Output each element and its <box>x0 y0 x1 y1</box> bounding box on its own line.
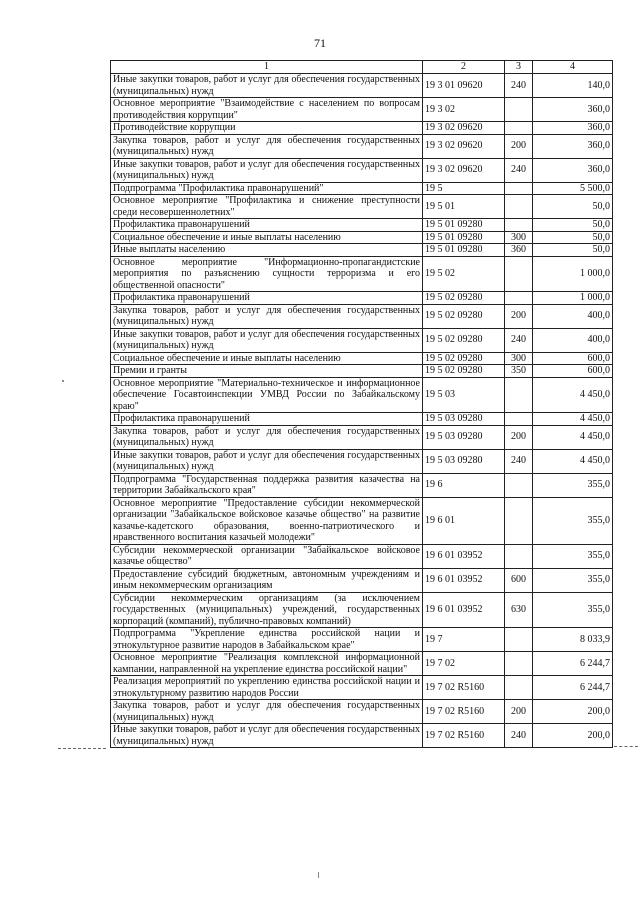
row-code: 19 5 02 09280 <box>423 328 505 352</box>
row-name: Закупка товаров, работ и услуг для обеспечения государственных (муниципальных) нужд <box>111 134 423 158</box>
scan-artifact-right <box>614 746 638 747</box>
row-name: Предоставление субсидий бюджетным, автономным учреждениям и иным некоммерческим организациям <box>111 568 423 592</box>
table-row <box>111 219 613 232</box>
row-name: Основное мероприятие "Взаимодействие с населением по вопросам противодействия коррупции" <box>111 98 423 122</box>
table-row <box>111 413 613 426</box>
row-code: 19 3 01 09620 <box>423 74 505 98</box>
row-name: Профилактика правонарушений <box>111 219 423 232</box>
row-sum: 4 450,0 <box>533 449 613 473</box>
table-row <box>111 304 613 328</box>
row-type <box>505 676 533 700</box>
row-name: Иные закупки товаров, работ и услуг для обеспечения государственных (муниципальных) нужд <box>111 158 423 182</box>
row-name: Основное мероприятие "Информационно-пропагандистские мероприятия по разъяснению сущности терроризма и его общественной опасности" <box>111 256 423 292</box>
row-name: Иные закупки товаров, работ и услуг для обеспечения государственных (муниципальных) нужд <box>111 74 423 98</box>
row-code: 19 6 01 03952 <box>423 592 505 628</box>
table-row <box>111 676 613 700</box>
row-type: 200 <box>505 134 533 158</box>
row-sum: 600,0 <box>533 352 613 365</box>
row-name: Субсидии некоммерческой организации "Забайкальское войсковое казачье общество" <box>111 544 423 568</box>
table-row <box>111 628 613 652</box>
row-code: 19 5 01 <box>423 195 505 219</box>
table-row <box>111 425 613 449</box>
row-code: 19 5 03 09280 <box>423 449 505 473</box>
table-row <box>111 74 613 98</box>
row-code: 19 5 01 09280 <box>423 231 505 244</box>
table-row <box>111 352 613 365</box>
row-code: 19 3 02 <box>423 98 505 122</box>
row-type: 240 <box>505 724 533 748</box>
scan-speck <box>318 872 319 878</box>
table-row <box>111 652 613 676</box>
row-type <box>505 182 533 195</box>
row-code: 19 5 02 <box>423 256 505 292</box>
row-sum: 1 000,0 <box>533 292 613 305</box>
row-type: 300 <box>505 352 533 365</box>
table-row <box>111 497 613 544</box>
row-code: 19 5 02 09280 <box>423 352 505 365</box>
row-type <box>505 544 533 568</box>
row-name: Реализация мероприятий по укреплению единства российской нации и этнокультурному развитию народов России <box>111 676 423 700</box>
row-name: Подпрограмма "Государственная поддержка развития казачества на территории Забайкальского края" <box>111 473 423 497</box>
row-name: Противодействие коррупции <box>111 122 423 135</box>
row-code: 19 7 02 <box>423 652 505 676</box>
row-name: Основное мероприятие "Профилактика и снижение преступности среди несовершеннолетних" <box>111 195 423 219</box>
header-col-4: 4 <box>533 61 613 74</box>
row-name: Подпрограмма "Укрепление единства российской нации и этнокультурное развитие народов в Забайкальском крае" <box>111 628 423 652</box>
header-col-1: 1 <box>111 61 423 74</box>
row-name: Профилактика правонарушений <box>111 413 423 426</box>
row-name: Закупка товаров, работ и услуг для обеспечения государственных (муниципальных) нужд <box>111 425 423 449</box>
row-sum: 400,0 <box>533 328 613 352</box>
row-sum: 360,0 <box>533 134 613 158</box>
table-row <box>111 328 613 352</box>
row-code: 19 5 01 09280 <box>423 219 505 232</box>
row-sum: 360,0 <box>533 98 613 122</box>
row-name: Иные закупки товаров, работ и услуг для обеспечения государственных (муниципальных) нужд <box>111 328 423 352</box>
table-row <box>111 700 613 724</box>
page-number: 71 <box>314 36 326 50</box>
table-row <box>111 134 613 158</box>
row-sum: 140,0 <box>533 74 613 98</box>
table-row <box>111 182 613 195</box>
row-sum: 355,0 <box>533 592 613 628</box>
row-name: Основное мероприятие "Реализация комплексной информационной кампании, направленной на укрепление единства российской нации" <box>111 652 423 676</box>
row-sum: 400,0 <box>533 304 613 328</box>
row-name: Закупка товаров, работ и услуг для обеспечения государственных (муниципальных) нужд <box>111 304 423 328</box>
row-name: Премии и гранты <box>111 365 423 378</box>
row-code: 19 6 01 03952 <box>423 568 505 592</box>
row-sum: 600,0 <box>533 365 613 378</box>
table-row <box>111 365 613 378</box>
row-type: 240 <box>505 449 533 473</box>
table-row <box>111 158 613 182</box>
row-name: Закупка товаров, работ и услуг для обеспечения государственных (муниципальных) нужд <box>111 700 423 724</box>
row-sum: 355,0 <box>533 568 613 592</box>
row-name: Иные закупки товаров, работ и услуг для обеспечения государственных (муниципальных) нужд <box>111 449 423 473</box>
table-row <box>111 473 613 497</box>
row-sum: 8 033,9 <box>533 628 613 652</box>
row-code: 19 5 03 09280 <box>423 425 505 449</box>
row-sum: 355,0 <box>533 497 613 544</box>
row-sum: 1 000,0 <box>533 256 613 292</box>
row-type: 300 <box>505 231 533 244</box>
row-code: 19 3 02 09620 <box>423 158 505 182</box>
row-sum: 5 500,0 <box>533 182 613 195</box>
row-code: 19 6 01 03952 <box>423 544 505 568</box>
row-name: Иные закупки товаров, работ и услуг для обеспечения государственных (муниципальных) нужд <box>111 724 423 748</box>
budget-table <box>110 60 613 748</box>
row-type <box>505 652 533 676</box>
row-code: 19 5 02 09280 <box>423 304 505 328</box>
row-name: Основное мероприятие "Предоставление субсидии некоммерческой организации "Забайкальское войсковое казачье общество" на развитие казачье-кадетского образования, военно-патриотического и нравственного воспитания казачьей молодежи" <box>111 497 423 544</box>
scan-artifact-left <box>58 748 106 749</box>
row-code: 19 6 01 <box>423 497 505 544</box>
table-header-row <box>111 61 613 74</box>
header-col-2: 2 <box>423 61 505 74</box>
row-code: 19 5 <box>423 182 505 195</box>
row-type <box>505 413 533 426</box>
row-type <box>505 195 533 219</box>
row-code: 19 3 02 09620 <box>423 122 505 135</box>
row-code: 19 6 <box>423 473 505 497</box>
row-sum: 50,0 <box>533 195 613 219</box>
row-sum: 6 244,7 <box>533 652 613 676</box>
row-code: 19 3 02 09620 <box>423 134 505 158</box>
row-sum: 6 244,7 <box>533 676 613 700</box>
table-row <box>111 377 613 413</box>
row-sum: 4 450,0 <box>533 425 613 449</box>
row-type: 240 <box>505 158 533 182</box>
row-sum: 355,0 <box>533 473 613 497</box>
row-sum: 200,0 <box>533 700 613 724</box>
row-type <box>505 377 533 413</box>
row-type <box>505 98 533 122</box>
row-code: 19 7 02 R5160 <box>423 676 505 700</box>
row-sum: 4 450,0 <box>533 377 613 413</box>
row-name: Субсидии некоммерческим организациям (за исключением государственных (муниципальных) учреждений, государственных корпораций (компаний), публично-правовых компаний) <box>111 592 423 628</box>
header-col-3: 3 <box>505 61 533 74</box>
table-row <box>111 449 613 473</box>
table-row <box>111 195 613 219</box>
row-type <box>505 219 533 232</box>
table-row <box>111 231 613 244</box>
row-sum: 50,0 <box>533 219 613 232</box>
row-type <box>505 497 533 544</box>
row-type: 360 <box>505 244 533 257</box>
row-code: 19 5 01 09280 <box>423 244 505 257</box>
row-type: 240 <box>505 328 533 352</box>
row-name: Иные выплаты населению <box>111 244 423 257</box>
row-type: 600 <box>505 568 533 592</box>
scan-speck <box>62 380 64 382</box>
row-type: 200 <box>505 425 533 449</box>
table-row <box>111 292 613 305</box>
row-name: Подпрограмма "Профилактика правонарушений" <box>111 182 423 195</box>
row-type: 200 <box>505 304 533 328</box>
table-body <box>111 74 613 748</box>
row-type: 350 <box>505 365 533 378</box>
row-type: 200 <box>505 700 533 724</box>
row-sum: 360,0 <box>533 122 613 135</box>
row-name: Основное мероприятие "Материально-техническое и информационное обеспечение Госавтоинспекции УМВД России по Забайкальскому краю" <box>111 377 423 413</box>
table-row <box>111 256 613 292</box>
row-type <box>505 256 533 292</box>
row-code: 19 5 02 09280 <box>423 292 505 305</box>
row-sum: 200,0 <box>533 724 613 748</box>
row-type: 240 <box>505 74 533 98</box>
row-type: 630 <box>505 592 533 628</box>
row-name: Социальное обеспечение и иные выплаты населению <box>111 231 423 244</box>
row-type <box>505 628 533 652</box>
row-sum: 4 450,0 <box>533 413 613 426</box>
table-row <box>111 568 613 592</box>
row-code: 19 7 02 R5160 <box>423 724 505 748</box>
table-row <box>111 244 613 257</box>
row-type <box>505 122 533 135</box>
table-row <box>111 98 613 122</box>
row-sum: 360,0 <box>533 158 613 182</box>
row-code: 19 5 03 09280 <box>423 413 505 426</box>
table-row <box>111 544 613 568</box>
row-code: 19 5 02 09280 <box>423 365 505 378</box>
row-sum: 355,0 <box>533 544 613 568</box>
row-type <box>505 473 533 497</box>
table-row <box>111 724 613 748</box>
row-sum: 50,0 <box>533 231 613 244</box>
row-name: Социальное обеспечение и иные выплаты населению <box>111 352 423 365</box>
row-code: 19 7 02 R5160 <box>423 700 505 724</box>
row-sum: 50,0 <box>533 244 613 257</box>
row-code: 19 7 <box>423 628 505 652</box>
row-type <box>505 292 533 305</box>
row-code: 19 5 03 <box>423 377 505 413</box>
table-row <box>111 122 613 135</box>
row-name: Профилактика правонарушений <box>111 292 423 305</box>
table-row <box>111 592 613 628</box>
